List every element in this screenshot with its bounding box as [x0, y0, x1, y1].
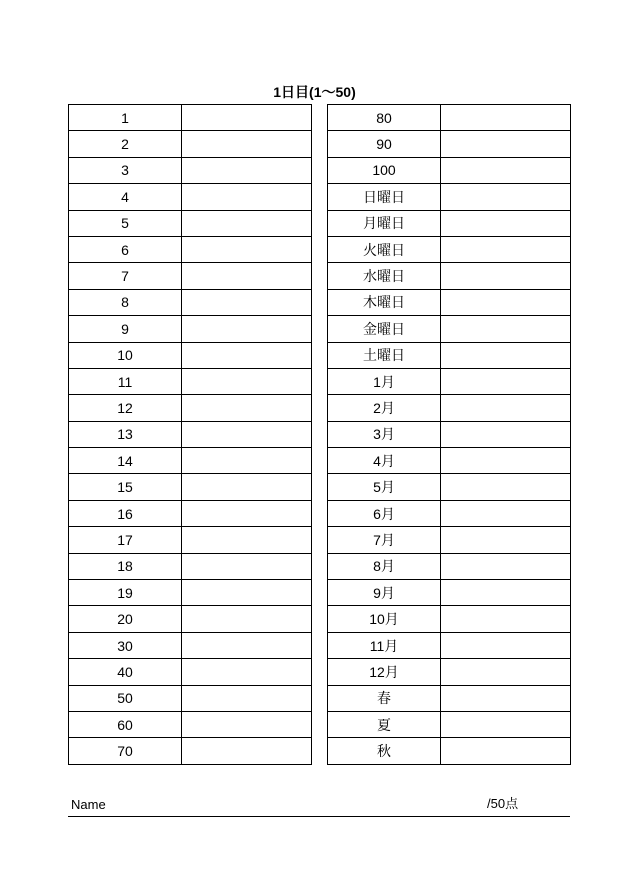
question-cell: 5 — [69, 210, 182, 236]
question-cell: 50 — [69, 685, 182, 711]
question-cell: 土曜日 — [328, 342, 441, 368]
answer-cell[interactable] — [182, 368, 312, 394]
table-row — [69, 157, 312, 183]
table-row — [69, 131, 312, 157]
question-cell: 11月 — [328, 632, 441, 658]
answer-cell[interactable] — [182, 685, 312, 711]
question-cell: 9月 — [328, 580, 441, 606]
answer-cell[interactable] — [441, 316, 571, 342]
question-cell: 8 — [69, 289, 182, 315]
answer-cell[interactable] — [182, 606, 312, 632]
table-row — [69, 738, 312, 764]
table-row — [328, 263, 571, 289]
question-cell: 13 — [69, 421, 182, 447]
table-row — [328, 395, 571, 421]
question-cell: 木曜日 — [328, 289, 441, 315]
question-cell: 19 — [69, 580, 182, 606]
answer-cell[interactable] — [182, 131, 312, 157]
question-cell: 40 — [69, 659, 182, 685]
table-row — [69, 448, 312, 474]
table-row — [328, 474, 571, 500]
answer-cell[interactable] — [182, 184, 312, 210]
question-cell: 12月 — [328, 659, 441, 685]
answer-cell[interactable] — [182, 527, 312, 553]
answer-cell[interactable] — [441, 527, 571, 553]
question-cell: 1月 — [328, 368, 441, 394]
quiz-table-right — [327, 104, 571, 765]
answer-cell[interactable] — [441, 421, 571, 447]
question-cell: 金曜日 — [328, 316, 441, 342]
table-row — [328, 632, 571, 658]
table-row — [69, 210, 312, 236]
answer-cell[interactable] — [441, 738, 571, 764]
table-row — [328, 210, 571, 236]
answer-cell[interactable] — [441, 448, 571, 474]
answer-cell[interactable] — [182, 553, 312, 579]
score-label: /50点 — [487, 796, 519, 811]
answer-cell[interactable] — [441, 659, 571, 685]
question-cell: 10 — [69, 342, 182, 368]
answer-cell[interactable] — [441, 342, 571, 368]
answer-cell[interactable] — [441, 632, 571, 658]
question-cell: 90 — [328, 131, 441, 157]
answer-cell[interactable] — [441, 368, 571, 394]
question-cell: 18 — [69, 553, 182, 579]
answer-cell[interactable] — [182, 236, 312, 262]
table-row — [69, 500, 312, 526]
table-row — [69, 527, 312, 553]
table-row — [69, 580, 312, 606]
answer-cell[interactable] — [182, 157, 312, 183]
question-cell: 7月 — [328, 527, 441, 553]
question-cell: 100 — [328, 157, 441, 183]
answer-cell[interactable] — [441, 474, 571, 500]
answer-cell[interactable] — [441, 184, 571, 210]
answer-cell[interactable] — [182, 659, 312, 685]
question-cell: 30 — [69, 632, 182, 658]
table-row — [69, 263, 312, 289]
question-cell: 60 — [69, 711, 182, 737]
answer-cell[interactable] — [182, 342, 312, 368]
question-cell: 10月 — [328, 606, 441, 632]
question-cell: 2 — [69, 131, 182, 157]
answer-cell[interactable] — [441, 500, 571, 526]
page-title: 1日目(1〜50) — [273, 84, 356, 100]
question-cell: 月曜日 — [328, 210, 441, 236]
table-row — [328, 421, 571, 447]
answer-cell[interactable] — [441, 580, 571, 606]
table-row — [69, 289, 312, 315]
table-row — [328, 580, 571, 606]
question-cell: 1 — [69, 105, 182, 131]
table-row — [69, 395, 312, 421]
answer-cell[interactable] — [182, 711, 312, 737]
answer-cell[interactable] — [182, 105, 312, 131]
question-cell: 秋 — [328, 738, 441, 764]
table-row — [328, 368, 571, 394]
answer-cell[interactable] — [182, 421, 312, 447]
table-row — [328, 105, 571, 131]
question-cell: 日曜日 — [328, 184, 441, 210]
answer-cell[interactable] — [441, 210, 571, 236]
question-cell: 80 — [328, 105, 441, 131]
answer-cell[interactable] — [441, 131, 571, 157]
question-cell: 20 — [69, 606, 182, 632]
answer-cell[interactable] — [441, 395, 571, 421]
question-cell: 春 — [328, 685, 441, 711]
question-cell: 14 — [69, 448, 182, 474]
name-label: Name — [71, 797, 106, 812]
question-cell: 3 — [69, 157, 182, 183]
table-row — [69, 316, 312, 342]
question-cell: 16 — [69, 500, 182, 526]
table-row — [69, 553, 312, 579]
answer-cell[interactable] — [441, 289, 571, 315]
table-row — [328, 500, 571, 526]
table-row — [328, 659, 571, 685]
answer-cell[interactable] — [182, 210, 312, 236]
answer-cell[interactable] — [182, 316, 312, 342]
table-row — [328, 131, 571, 157]
question-cell: 6 — [69, 236, 182, 262]
answer-cell[interactable] — [441, 157, 571, 183]
table-row — [69, 184, 312, 210]
table-row — [69, 685, 312, 711]
question-cell: 17 — [69, 527, 182, 553]
question-cell: 11 — [69, 368, 182, 394]
question-cell: 夏 — [328, 711, 441, 737]
table-row — [69, 632, 312, 658]
question-cell: 12 — [69, 395, 182, 421]
table-row — [328, 289, 571, 315]
quiz-table-left — [68, 104, 312, 765]
answer-cell[interactable] — [441, 685, 571, 711]
question-cell: 8月 — [328, 553, 441, 579]
question-cell: 5月 — [328, 474, 441, 500]
question-cell: 70 — [69, 738, 182, 764]
table-row — [69, 474, 312, 500]
table-row — [328, 157, 571, 183]
table-row — [69, 236, 312, 262]
question-cell: 6月 — [328, 500, 441, 526]
question-cell: 2月 — [328, 395, 441, 421]
table-row — [69, 342, 312, 368]
question-cell: 4月 — [328, 448, 441, 474]
answer-cell[interactable] — [182, 289, 312, 315]
question-cell: 15 — [69, 474, 182, 500]
table-row — [328, 738, 571, 764]
answer-cell[interactable] — [182, 474, 312, 500]
table-row — [328, 711, 571, 737]
question-cell: 3月 — [328, 421, 441, 447]
table-row — [328, 527, 571, 553]
question-cell: 4 — [69, 184, 182, 210]
table-row — [69, 368, 312, 394]
answer-cell[interactable] — [441, 606, 571, 632]
table-row — [328, 606, 571, 632]
question-cell: 火曜日 — [328, 236, 441, 262]
answer-cell[interactable] — [441, 553, 571, 579]
question-cell: 7 — [69, 263, 182, 289]
answer-cell[interactable] — [182, 263, 312, 289]
table-row — [69, 711, 312, 737]
table-row — [328, 236, 571, 262]
table-row — [328, 316, 571, 342]
answer-cell[interactable] — [182, 500, 312, 526]
table-row — [328, 342, 571, 368]
table-row — [69, 606, 312, 632]
answer-cell[interactable] — [182, 395, 312, 421]
answer-cell[interactable] — [441, 263, 571, 289]
table-row — [328, 685, 571, 711]
answer-cell[interactable] — [182, 738, 312, 764]
answer-cell[interactable] — [441, 711, 571, 737]
table-row — [328, 448, 571, 474]
answer-cell[interactable] — [182, 580, 312, 606]
table-row — [69, 421, 312, 447]
table-row — [328, 553, 571, 579]
name-line — [68, 816, 570, 817]
answer-cell[interactable] — [182, 448, 312, 474]
question-cell: 水曜日 — [328, 263, 441, 289]
answer-cell[interactable] — [441, 236, 571, 262]
answer-cell[interactable] — [441, 105, 571, 131]
question-cell: 9 — [69, 316, 182, 342]
answer-cell[interactable] — [182, 632, 312, 658]
table-row — [69, 659, 312, 685]
table-row — [69, 105, 312, 131]
table-row — [328, 184, 571, 210]
